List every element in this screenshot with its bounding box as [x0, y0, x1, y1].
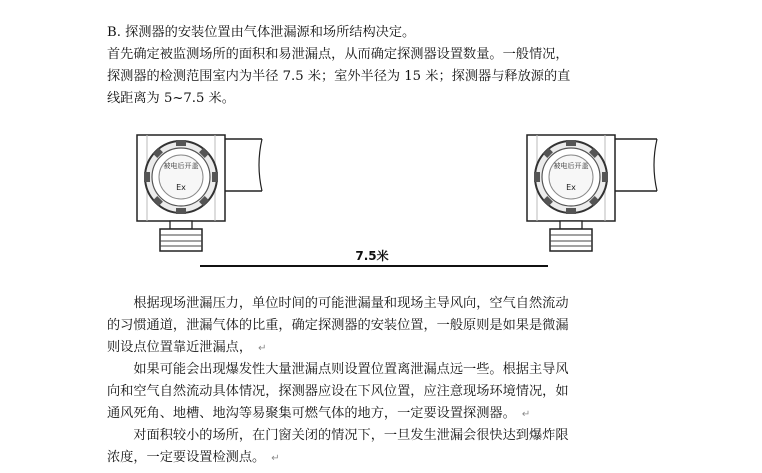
detector-right-ex-mark: Ex: [566, 183, 576, 192]
text-line: 根据现场泄漏压力，单位时间的可能泄漏量和现场主导风向，空气自然流动: [107, 296, 569, 311]
text-line: 对面积较小的场所，在门窗关闭的情况下，一旦发生泄漏会很快达到爆炸限: [107, 428, 569, 443]
text-line: [107, 447, 667, 469]
detector-left-ex-mark: Ex: [176, 183, 186, 192]
text-line-content: 浓度，一定要设置检测点。: [107, 450, 266, 465]
placement-principles-paragraph: [107, 293, 667, 469]
text-line-content: 通风死角、地槽、地沟等易聚集可燃气体的地方，一定要设置探测器。: [107, 406, 516, 421]
text-line: 探测器的检测范围室内为半径 7.5 米；室外半径为 15 米；探测器与释放源的直: [107, 69, 571, 84]
intro-paragraph: [107, 22, 667, 110]
text-line-content: 则设点位置靠近泄漏点，: [107, 340, 253, 355]
detector-right-plate-text: 被电后开盖: [553, 162, 589, 170]
text-line: 的习惯通道，泄漏气体的比重，确定探测器的安装位置，一般原则是如果是微漏: [107, 318, 569, 333]
text-line: [107, 337, 667, 359]
paragraph-mark-icon: ↵: [271, 453, 280, 464]
text-line: [107, 403, 667, 425]
paragraph-mark-icon: ↵: [521, 409, 531, 420]
detector-distance-figure: [0, 125, 762, 285]
distance-label: 7.5米: [355, 249, 389, 263]
gas-detector-left: [137, 135, 262, 251]
detector-left-plate-text: 被电后开盖: [163, 162, 199, 170]
paragraph-mark-icon: ↵: [258, 343, 267, 354]
gas-detector-right: [527, 135, 657, 251]
text-line: 首先确定被监测场所的面积和易泄漏点，从而确定探测器设置数量。一般情况，: [107, 47, 569, 62]
text-line: 如果可能会出现爆发性大量泄漏点则设置位置离泄漏点远一些。根据主导风: [107, 362, 569, 377]
text-line: 线距离为 5~7.5 米。: [107, 91, 235, 106]
text-line: B. 探测器的安装位置由气体泄漏源和场所结构决定。: [107, 25, 416, 40]
text-line: 向和空气自然流动具体情况，探测器应设在下风位置，应注意现场环境情况，如: [107, 384, 569, 399]
